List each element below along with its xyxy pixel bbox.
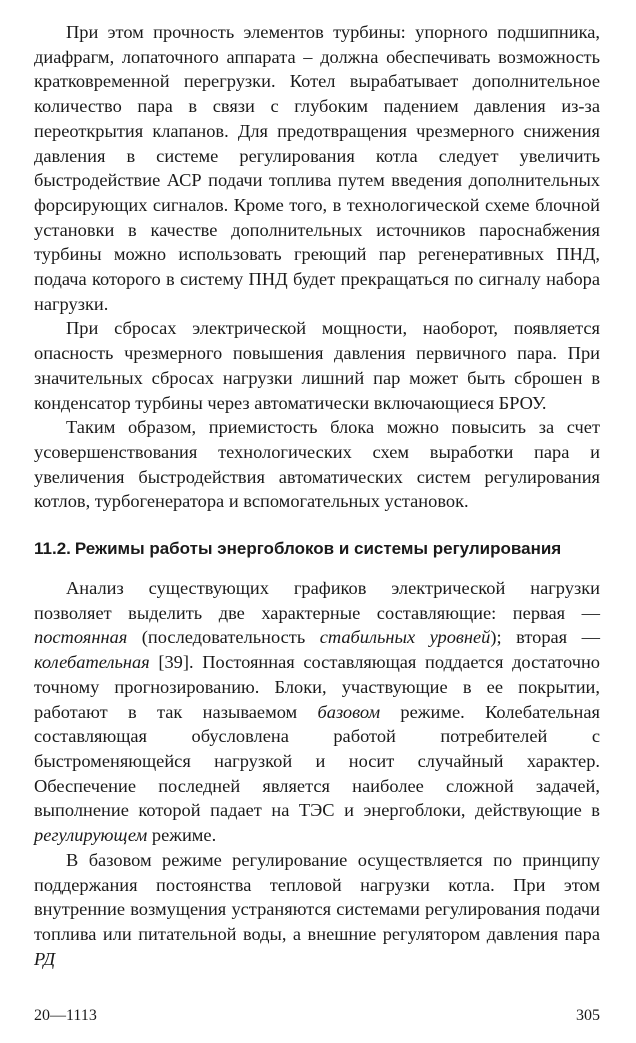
paragraph-turbine-overload: При этом прочность элементов турбины: упорного подшипника, диафрагм, лопаточного аппарата – должна обеспечивать возможность кратковременной перегрузки. Котел вырабатывает дополнительное количество пара в связи с глубоким падением давления из-за переоткрытия клапанов. Для предотвращения чрезмерного снижения давления в системе регулирования котла следует увеличить быстродействие АСР подачи топлива путем введения дополнительных форсирующих сигналов. Кроме того, в технологической схеме блочной установки в качестве дополнительных источников пароснабжения турбины можно использовать греющий пар регенеративных ПНД, подача которого в систему ПНД будет прекращаться по сигналу набора нагрузки. — [34, 22, 600, 314]
section-heading — [34, 538, 600, 560]
text-run: Анализ существующих графиков электрической нагрузки позволяет выделить две характерные составляющие: первая — — [34, 578, 600, 623]
italic-term-regulating: регулирующем — [34, 825, 148, 846]
paragraph-base-mode — [34, 848, 600, 972]
paragraph-conclusion: Таким образом, приемистость блока можно повысить за счет усовершенствования технологических схем выработки пара и увеличения быстродействия автоматических систем регулирования котлов, турбогенератора и вспомогательных установок. — [34, 417, 600, 512]
italic-term-base: базовом — [317, 701, 381, 722]
italic-term-oscillating: колебательная — [34, 652, 150, 673]
paragraph-load-analysis — [34, 576, 600, 848]
text-run: (последовательность — [127, 627, 320, 648]
page-footer — [34, 1006, 600, 1026]
italic-term-constant: постоянная — [34, 627, 128, 648]
text-run: В базовом режиме регулирование осуществляется по принципу поддержания постоянства тепловой нагрузки котла. При этом внутренние возмущения устраняются системами регулирования подачи топлива или питательной воды, а внешние регулятором давления пара — [34, 849, 600, 944]
text-run: [39]. Постоянная составляющая поддается достаточно точному прогнозированию. Блоки, участвующие в ее покрытии, работают в так называемом — [34, 652, 600, 722]
text-run: ); вторая — — [490, 627, 600, 648]
page-number: 305 — [576, 1007, 600, 1024]
section-title: Режимы работы энергоблоков и системы регулирования — [74, 539, 562, 559]
section-number: 11.2. — [34, 539, 71, 559]
text-run: режиме. Колебательная составляющая обусловлена работой потребителей с быстроменяющейся нагрузкой и носит случайный характер. Обеспечение последней является наиболее сложной задачей, выполнение которой падает на ТЭС и энергоблоки, действующие в — [34, 701, 600, 821]
book-page — [34, 20, 600, 1030]
italic-term-pressure-regulator: РД — [34, 948, 56, 969]
text-run: режиме. — [147, 825, 217, 846]
printer-signature: 20—1113 — [34, 1007, 97, 1024]
italic-term-stable-levels: стабильных уровней — [319, 627, 491, 648]
paragraph-load-shedding: При сбросах электрической мощности, наоборот, появляется опасность чрезмерного повышения давления первичного пара. При значительных сбросах нагрузки лишний пар может быть сброшен в конденсатор турбины через автоматически включающиеся БРОУ. — [34, 318, 600, 413]
